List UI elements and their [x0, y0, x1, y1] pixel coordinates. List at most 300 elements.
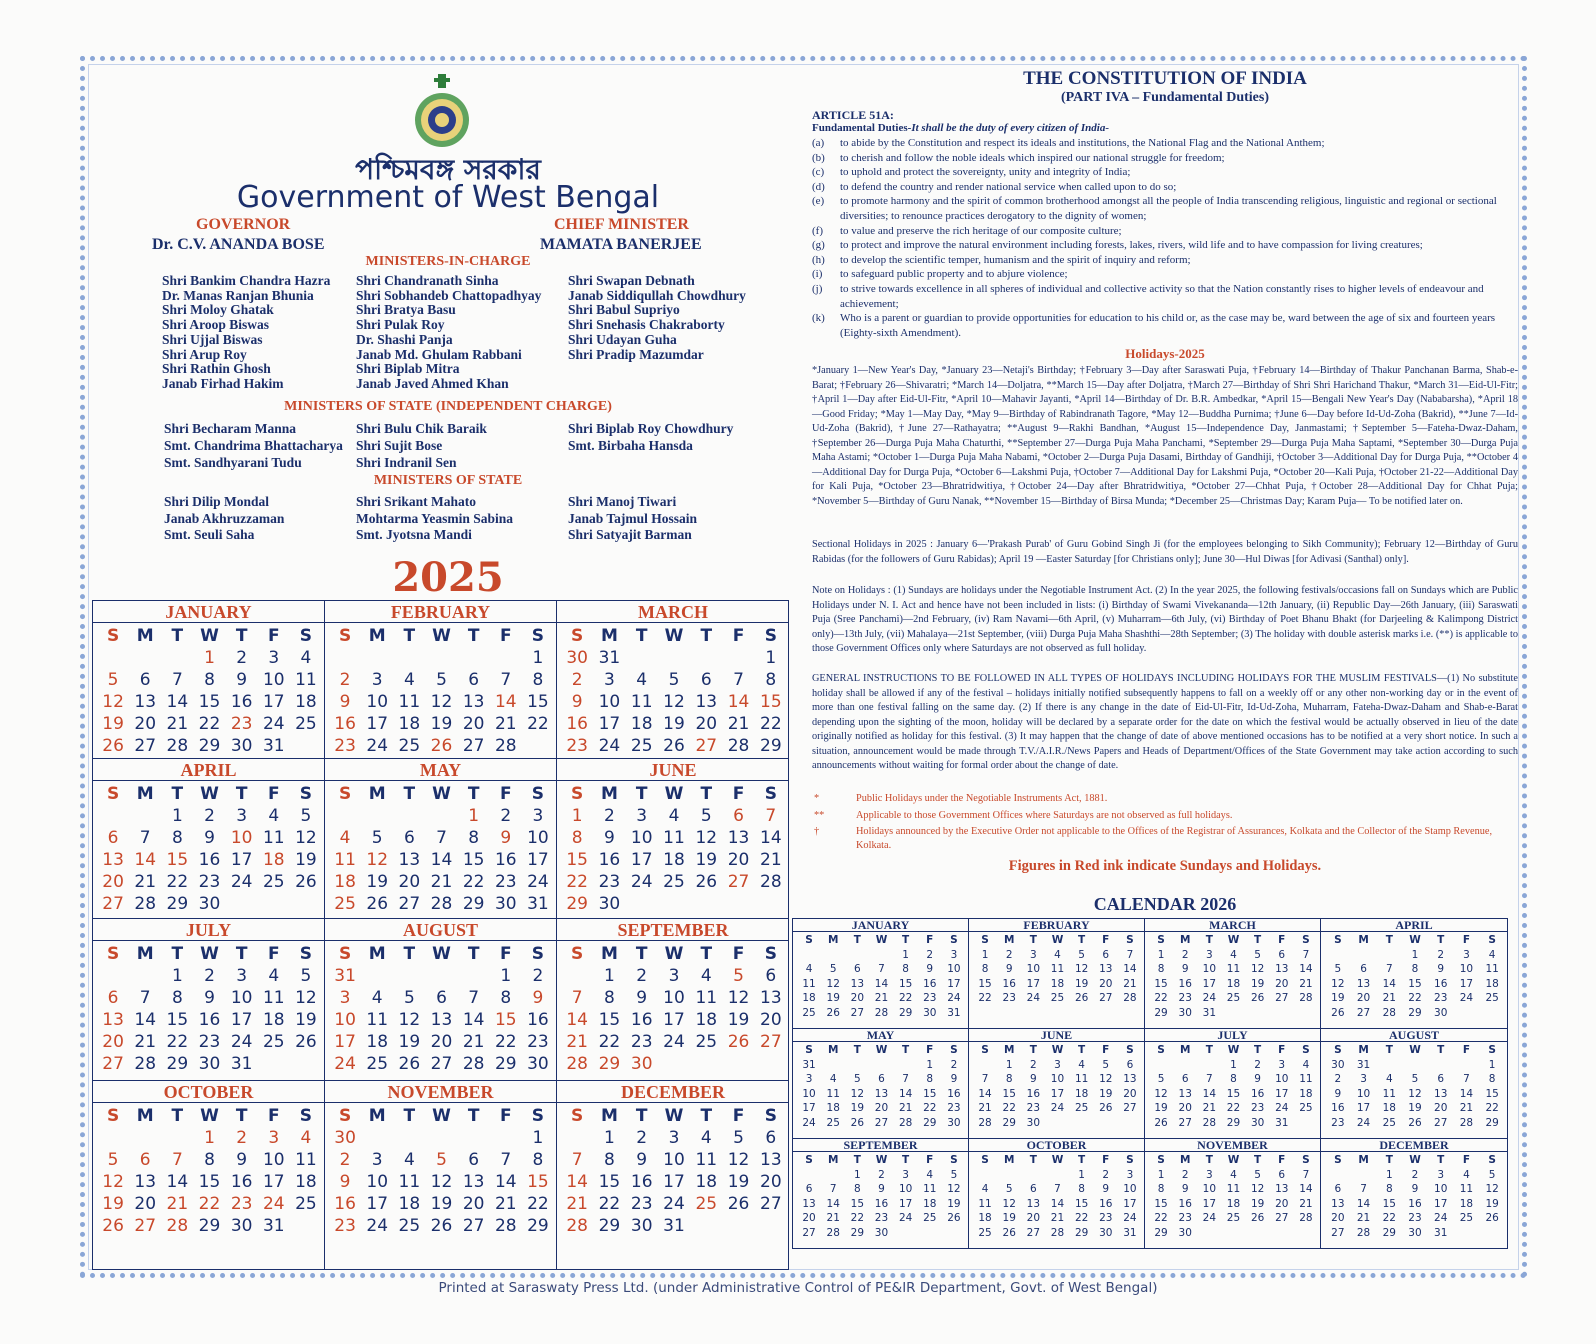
day-cell: 1: [171, 806, 183, 826]
weekday-header: M: [600, 944, 618, 964]
minister-name: Shri Udayan Guha: [568, 331, 677, 347]
day-cell: 21: [760, 850, 782, 870]
day-cell: 20: [134, 714, 157, 734]
day-cell: 7: [468, 988, 480, 1008]
day-cell: 1: [204, 648, 215, 668]
weekday-header: F: [926, 1154, 934, 1166]
month-name: MARCH: [557, 601, 789, 623]
day-cell: 19: [727, 1010, 750, 1030]
month-name: JANUARY: [793, 919, 968, 932]
day-cell: 18: [1485, 977, 1499, 990]
day-cell: 11: [398, 1172, 421, 1192]
day-cell: 11: [295, 670, 317, 690]
day-cell: 16: [1434, 977, 1448, 990]
day-cell: 20: [1123, 1087, 1137, 1100]
day-cell: [821, 948, 845, 963]
day-cell: 28: [1299, 1212, 1313, 1224]
day-cell: 28: [566, 1054, 588, 1074]
month-name: DECEMBER: [557, 1081, 789, 1103]
minister-name: Shri Chandranath Sinha: [356, 273, 499, 288]
day-cell: 8: [981, 963, 989, 975]
day-cell: [869, 1058, 893, 1073]
day-cell: 7: [829, 1183, 837, 1195]
day-cell: 19: [1331, 992, 1345, 1004]
weekday-header: S: [1334, 1044, 1342, 1056]
day-cell: 26: [695, 872, 718, 892]
day-cell: 28: [1382, 1006, 1396, 1019]
day-cell: 4: [668, 806, 680, 826]
day-cell: 9: [878, 1183, 885, 1195]
day-cell: 7: [1360, 1183, 1367, 1195]
day-cell: 31: [802, 1058, 816, 1071]
weekday-header: S: [1157, 1154, 1165, 1166]
day-cell: 18: [1226, 977, 1241, 990]
day-cell: 10: [630, 828, 653, 848]
day-cell: 14: [727, 692, 750, 712]
day-cell: 12: [727, 988, 750, 1008]
day-cell: 23: [1178, 992, 1192, 1004]
weekday-header: M: [1358, 1154, 1369, 1166]
day-cell: 4: [371, 988, 383, 1008]
mos-column-3: [568, 494, 697, 544]
day-cell: 30: [630, 1216, 653, 1236]
duty-text: to abide by the Constitution and respect its ideals and institutions, the National Flag and the National Anthem;: [840, 137, 1325, 149]
day-cell: [1376, 948, 1402, 963]
weekday-header: T: [902, 934, 910, 946]
weekday-header: S: [950, 934, 958, 946]
day-cell: 16: [630, 1172, 653, 1192]
day-cell: 23: [630, 1194, 653, 1214]
weekday-header: T: [853, 1154, 861, 1166]
month-may: [325, 759, 557, 919]
day-cell: 7: [1302, 1168, 1310, 1181]
day-cell: 27: [398, 894, 421, 914]
day-cell: [97, 965, 129, 987]
duty-item: [812, 267, 1518, 282]
day-cell: 22: [527, 1194, 549, 1214]
day-cell: 20: [850, 992, 865, 1004]
day-cell: 23: [1331, 1116, 1345, 1129]
day-cell: 19: [398, 1032, 421, 1052]
day-cell: 7: [981, 1073, 989, 1085]
day-cell: 24: [1356, 1116, 1371, 1129]
weekday-header: T: [635, 626, 648, 646]
weekday-header: S: [805, 1044, 813, 1056]
day-cell: 8: [532, 670, 544, 690]
day-cell: 27: [695, 736, 718, 756]
day-cell: 20: [1356, 992, 1371, 1004]
day-cell: 19: [1250, 977, 1265, 990]
weekday-header: M: [1179, 1154, 1191, 1166]
day-cell: 2: [1437, 948, 1445, 961]
day-cell: 17: [366, 1194, 389, 1214]
day-cell: 9: [500, 828, 512, 848]
day-cell: 2: [1102, 1168, 1110, 1181]
day-cell: 25: [295, 1194, 317, 1214]
day-cell: 1: [926, 1058, 934, 1071]
chief-minister-role: CHIEF MINISTER: [554, 216, 689, 233]
day-cell: 31: [598, 648, 621, 668]
day-cell: 18: [262, 1010, 285, 1030]
day-cell: 28: [1123, 992, 1137, 1004]
day-cell: 10: [663, 1150, 685, 1170]
day-cell: 9: [636, 988, 648, 1008]
day-grid: [93, 941, 324, 1075]
day-grid: [1321, 932, 1507, 1020]
general-instructions: GENERAL INSTRUCTIONS TO BE FOLLOWED IN ALL TYPES OF HOLIDAYS INCLUDING HOLIDAYS FOR THE MUSLIM FESTIVALS—(1) No substitute holiday shall be allowed if any of the festival – holidays initially notified subsequently happens to fall on a weekly off or any other non-working day or in the event of more than one festival falling on the same day. (2) If there is any change in the date of Eid-Ul-Fitr, Id-Ud-Zoha, Muharram, Fateha-Dwaz-Daham and Shab-e-Barat depending upon the sighting of the moon, holiday will be declared by a separate order for the date on which the festival would be actually observed in lieu of the date originally notified as holiday for this festival. (3) It may happen that the change of date of above mentioned occasions has to be notified at a very short notice. In such a situation, announcement would be made through T.V./A.I.R./News Papers and Heads of Department/Offices of the State Government may take action according to such announcements without waiting for formal order about the change of date.: [812, 673, 1518, 771]
day-cell: [658, 647, 690, 669]
day-cell: 1: [604, 966, 615, 986]
legend-symbol: **: [814, 809, 825, 821]
day-cell: 6: [468, 670, 480, 690]
day-cell: 19: [295, 1010, 317, 1030]
duty-key: (h): [812, 253, 825, 266]
day-cell: 24: [1202, 992, 1217, 1004]
day-cell: 7: [139, 988, 151, 1008]
day-cell: 6: [1334, 1183, 1342, 1195]
day-cell: 30: [198, 1054, 221, 1074]
day-cell: 1: [1078, 1168, 1085, 1181]
weekday-header: T: [700, 1106, 713, 1126]
day-cell: 30: [1408, 1226, 1422, 1239]
duty-text: to uphold and protect the sovereignty, unity and integrity of India;: [840, 166, 1131, 179]
day-grid: [325, 941, 556, 1075]
day-cell: 19: [727, 1172, 750, 1192]
day-cell: 21: [1299, 977, 1313, 990]
duty-key: (e): [812, 195, 825, 208]
day-cell: 11: [366, 1010, 389, 1030]
minister-name: Shri Biplab Mitra: [356, 361, 460, 377]
day-grid: [1145, 1042, 1320, 1130]
article-label: ARTICLE 51A:: [812, 108, 894, 122]
day-cell: 24: [1123, 1212, 1137, 1224]
day-cell: [626, 647, 658, 669]
day-cell: 2: [571, 670, 583, 690]
day-cell: 13: [430, 1010, 453, 1030]
day-cell: 22: [566, 872, 588, 892]
day-cell: 5: [1334, 963, 1342, 975]
minister-name: Shri Pradip Mazumdar: [568, 346, 704, 362]
day-cell: 12: [826, 977, 840, 990]
day-cell: 1: [1230, 1058, 1237, 1071]
weekday-header: T: [467, 1106, 480, 1126]
day-cell: 25: [1382, 1116, 1396, 1129]
duty-key: (j): [812, 282, 823, 295]
day-cell: 20: [462, 1194, 485, 1214]
day-cell: 30: [1331, 1058, 1345, 1071]
weekday-header: T: [235, 784, 248, 804]
weekday-header: M: [368, 784, 386, 804]
weekday-header: T: [403, 626, 416, 646]
day-cell: 30: [1099, 1226, 1113, 1239]
day-cell: 7: [733, 670, 744, 690]
day-cell: 6: [139, 670, 151, 690]
weekday-header: S: [1334, 934, 1342, 946]
day-cell: 20: [695, 714, 718, 734]
day-cell: 1: [1385, 1168, 1393, 1181]
month-name: JUNE: [557, 759, 789, 781]
day-cell: 6: [1278, 948, 1286, 961]
holidays-note: Note on Holidays : (1) Sundays are holidays under the Negotiable Instrument Act. (2) In the year 2025, the following festivals/occasions fall on Sundays which are Public Holidays under N. I. Act and hence have not been included in lists: (i) Birthday of Swami Vivekananda—12th January, (ii) Republic Day—26th January, (iii) Saraswati Puja (Sree Panchami)—2nd February, (iv) Ram Navami—6th April, (v) Muharram—6th July, (vi) Birthday of Poet Bhanu Bhakt (for Darjeeling & Kalimpong District only)—13th July, (vii) Mahalaya—21st September, (viii) Durga Puja Maha Shashthi—28th September; (3) The holiday with double asterisk marks i.e. (**) is applicable to those Government Offices only where Saturdays are not observed as full holiday.: [812, 585, 1518, 654]
day-cell: 9: [532, 988, 544, 1008]
day-cell: 3: [1126, 1168, 1134, 1181]
day-cell: 27: [760, 1032, 782, 1052]
day-cell: 18: [802, 992, 816, 1004]
day-cell: [490, 1127, 522, 1149]
day-cell: 2: [1254, 1058, 1261, 1071]
weekday-header: T: [853, 1044, 861, 1056]
weekday-header: S: [299, 784, 313, 804]
duties-list: [812, 136, 1518, 340]
day-cell: 18: [978, 1212, 992, 1224]
day-cell: 16: [1250, 1087, 1265, 1100]
day-cell: 12: [850, 1087, 865, 1100]
day-cell: 3: [1054, 1058, 1061, 1071]
day-cell: [393, 647, 425, 669]
day-cell: 12: [1408, 1087, 1422, 1100]
day-cell: 15: [1074, 1197, 1089, 1210]
day-cell: 22: [1154, 992, 1168, 1004]
day-cell: 22: [166, 872, 189, 892]
day-cell: [1021, 1168, 1045, 1183]
fd-text: It shall be the duty of every citizen of India-: [911, 122, 1109, 134]
day-cell: 28: [760, 872, 782, 892]
weekday-header: M: [1358, 934, 1369, 946]
day-cell: 16: [566, 714, 588, 734]
day-cell: [973, 1168, 997, 1183]
day-cell: 21: [566, 1194, 588, 1214]
day-cell: 27: [102, 1054, 124, 1074]
weekday-header: T: [1205, 934, 1213, 946]
day-grid: [1321, 1042, 1507, 1130]
day-cell: 21: [166, 714, 189, 734]
weekday-header: S: [1302, 1044, 1310, 1056]
day-cell: 19: [102, 1194, 124, 1214]
weekday-header: T: [171, 1106, 184, 1126]
day-cell: 7: [171, 1150, 183, 1170]
duty-text: to safeguard public property and to abjure violence;: [840, 268, 1068, 281]
day-cell: 22: [527, 714, 549, 734]
day-cell: 1: [468, 806, 480, 826]
day-cell: 15: [1408, 977, 1422, 990]
day-cell: 23: [1099, 1212, 1113, 1224]
duty-key: (b): [812, 151, 825, 164]
day-cell: 23: [598, 872, 621, 892]
day-cell: 21: [874, 992, 889, 1004]
day-cell: 21: [494, 714, 517, 734]
weekday-header: F: [1462, 1154, 1471, 1166]
day-cell: 27: [1275, 1212, 1289, 1224]
day-cell: [129, 805, 161, 827]
day-cell: 2: [204, 966, 215, 986]
day-cell: 3: [805, 1073, 813, 1085]
day-cell: [997, 1168, 1021, 1183]
minister-name: Shri Rathin Ghosh: [162, 361, 271, 377]
day-cell: 24: [663, 1032, 685, 1052]
month-name: NOVEMBER: [325, 1081, 556, 1103]
day-cell: 7: [1206, 1073, 1213, 1085]
day-cell: 26: [663, 736, 685, 756]
day-cell: 11: [1050, 963, 1065, 975]
day-cell: 23: [230, 1194, 253, 1214]
day-cell: 21: [1123, 977, 1137, 990]
day-cell: 23: [923, 992, 937, 1004]
month-august: [325, 919, 557, 1081]
day-cell: 31: [1356, 1058, 1371, 1071]
day-cell: 1: [604, 1128, 615, 1148]
weekday-header: M: [1358, 1044, 1369, 1056]
weekday-header: S: [106, 944, 120, 964]
weekday-header: S: [981, 1154, 989, 1166]
day-cell: 4: [403, 1150, 415, 1170]
day-cell: 8: [902, 963, 909, 975]
day-cell: 18: [262, 850, 285, 870]
day-cell: 16: [630, 1010, 653, 1030]
day-cell: 29: [1485, 1116, 1499, 1129]
day-cell: 3: [902, 1168, 909, 1181]
weekday-header: T: [1254, 934, 1262, 946]
day-cell: 15: [1382, 1197, 1396, 1210]
day-cell: 19: [947, 1197, 961, 1210]
weekday-header: M: [600, 784, 618, 804]
day-cell: 7: [878, 963, 885, 975]
day-cell: 2: [636, 966, 648, 986]
day-cell: 22: [898, 992, 913, 1004]
day-cell: 15: [462, 850, 485, 870]
day-cell: 28: [134, 1054, 157, 1074]
day-cell: 12: [398, 1010, 421, 1030]
day-cell: 10: [663, 988, 685, 1008]
minister-name: Shri Pulak Roy: [356, 317, 445, 333]
weekday-header: S: [1488, 934, 1496, 946]
day-cell: 28: [874, 1006, 889, 1019]
day-cell: 20: [398, 872, 421, 892]
month-name: JULY: [93, 919, 324, 941]
month-name: JUNE: [969, 1029, 1144, 1042]
day-grid: [93, 1103, 324, 1237]
weekday-header: T: [171, 626, 184, 646]
governor-name: Dr. C.V. ANANDA BOSE: [152, 236, 325, 253]
day-cell: 15: [1485, 1087, 1499, 1100]
day-cell: 20: [134, 1194, 157, 1214]
day-cell: 21: [134, 1032, 157, 1052]
weekday-header: S: [1157, 934, 1165, 946]
weekday-header: S: [1302, 1154, 1310, 1166]
day-cell: 14: [166, 692, 189, 712]
day-cell: 19: [1408, 1102, 1422, 1114]
weekday-header: W: [200, 626, 219, 646]
day-cell: 13: [760, 988, 782, 1008]
day-cell: [1428, 1058, 1454, 1073]
day-cell: 5: [300, 966, 312, 986]
day-cell: 30: [1178, 1226, 1192, 1239]
day-cell: 8: [1230, 1073, 1237, 1085]
weekday-header: T: [635, 784, 648, 804]
day-cell: 9: [1102, 1183, 1110, 1195]
day-cell: 15: [198, 1172, 221, 1192]
day-cell: 9: [1254, 1073, 1261, 1085]
minister-name: Janab Md. Ghulam Rabbani: [356, 346, 522, 362]
weekday-header: S: [106, 1106, 120, 1126]
weekday-header: W: [200, 944, 219, 964]
day-cell: 23: [334, 1216, 356, 1236]
day-cell: 26: [947, 1212, 961, 1224]
day-cell: 1: [902, 948, 909, 961]
minister-name: Shri Snehasis Chakraborty: [568, 317, 725, 333]
duty-key: (c): [812, 166, 825, 179]
weekday-header: W: [875, 1044, 888, 1056]
day-cell: 23: [630, 1032, 653, 1052]
day-cell: 28: [898, 1116, 913, 1129]
weekday-header: W: [1051, 934, 1064, 946]
weekday-header: S: [764, 784, 777, 804]
day-cell: 29: [598, 1216, 621, 1236]
day-cell: 3: [236, 966, 248, 986]
day-cell: 15: [978, 977, 992, 990]
month-2026-february: [969, 919, 1145, 1029]
day-cell: [1454, 1058, 1480, 1073]
day-cell: 19: [1485, 1197, 1499, 1210]
weekday-header: W: [432, 626, 451, 646]
day-cell: 3: [1463, 948, 1470, 961]
month-2026-july: [1145, 1029, 1321, 1139]
weekday-header: T: [1029, 1044, 1037, 1056]
month-name: MAY: [793, 1029, 968, 1042]
day-cell: [129, 965, 161, 987]
day-cell: 12: [430, 692, 453, 712]
day-cell: [1351, 1168, 1377, 1183]
month-name: FEBRUARY: [969, 919, 1144, 932]
day-cell: 26: [430, 736, 453, 756]
day-cell: 7: [1385, 963, 1393, 975]
day-cell: 23: [947, 1102, 961, 1114]
day-cell: 2: [532, 966, 544, 986]
day-cell: 30: [527, 1054, 549, 1074]
day-cell: 25: [262, 1032, 285, 1052]
day-cell: 19: [430, 714, 453, 734]
weekday-header: W: [664, 784, 684, 804]
day-cell: 17: [1434, 1197, 1448, 1210]
day-cell: 17: [230, 850, 253, 870]
day-cell: 26: [1074, 992, 1089, 1004]
weekday-header: W: [432, 784, 451, 804]
day-cell: 23: [527, 1032, 549, 1052]
day-grid: [325, 781, 556, 915]
day-cell: 11: [398, 692, 421, 712]
weekday-header: F: [267, 944, 280, 964]
day-cell: 26: [1485, 1212, 1499, 1224]
day-cell: 13: [727, 828, 750, 848]
weekday-header: W: [200, 784, 219, 804]
day-cell: 31: [334, 966, 356, 986]
duty-item: [812, 136, 1518, 151]
day-cell: 12: [102, 692, 124, 712]
duty-text: Who is a parent or guardian to provide opportunities for education to his child or, as the case may be, ward between the age of six and fourteen years (Eighty-sixth Amendment).: [840, 312, 1496, 339]
day-cell: 21: [494, 1194, 517, 1214]
weekday-header: T: [635, 1106, 648, 1126]
duty-text: to develop the scientific temper, humanism and the spirit of inquiry and reform;: [840, 253, 1191, 266]
day-cell: 5: [436, 1150, 447, 1170]
weekday-header: M: [368, 1106, 386, 1126]
day-cell: 13: [462, 1172, 485, 1192]
day-cell: 25: [630, 736, 653, 756]
weekday-header: T: [1437, 1044, 1445, 1056]
day-cell: 18: [1226, 1197, 1241, 1210]
month-name: MARCH: [1145, 919, 1320, 932]
day-cell: 4: [700, 966, 712, 986]
weekday-header: T: [1205, 1154, 1213, 1166]
day-cell: 24: [1202, 1212, 1217, 1224]
